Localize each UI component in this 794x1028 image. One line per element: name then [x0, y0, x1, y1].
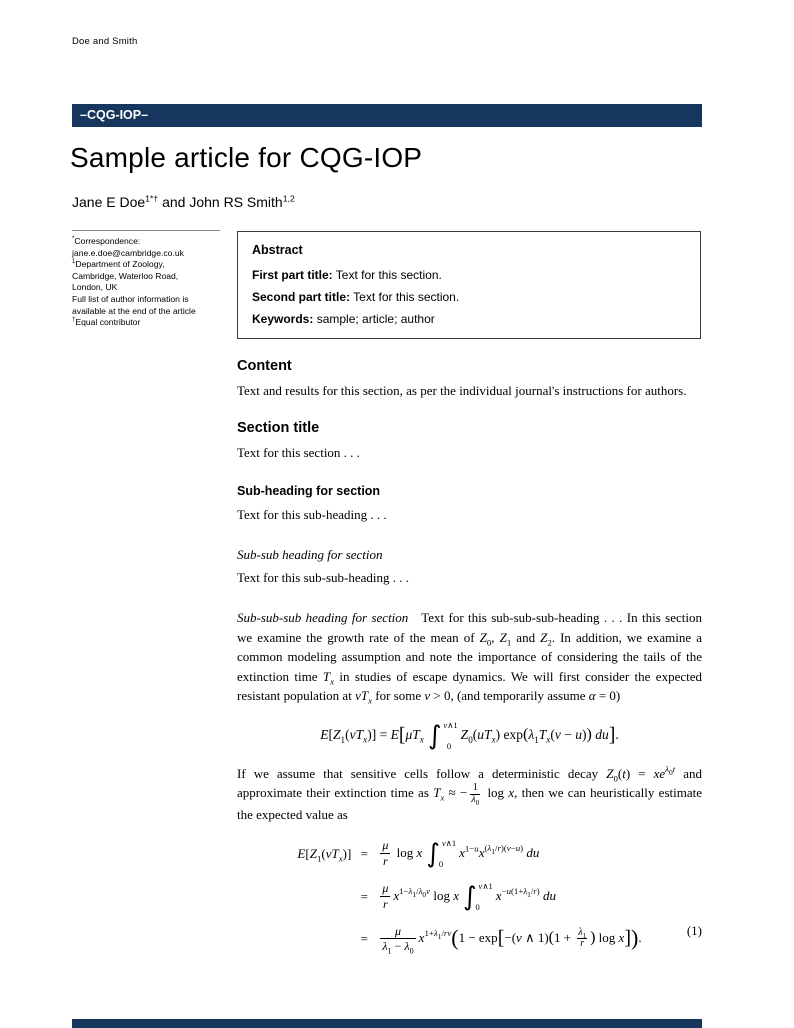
abstract-item-text: Text for this section.: [335, 268, 442, 282]
equation-number: (1): [686, 922, 702, 938]
heading-section-title: Section title: [237, 420, 320, 436]
abstract-item-label: Keywords:: [252, 312, 314, 326]
article-body: [237, 357, 703, 956]
paragraph-subsubsub: Sub-sub-sub heading for section Text for this sub-sub-sub-heading . . . In this section we examine the growth rate of the mean of $Z_0$, $Z_1$ and $Z_2$. In addition, we examine a common modeling assumption and note the importance of considering the tails of the extinction time $T_x$ in studies of escape dynamics. We will first consider the expected resistant population at $vT_x$ for some v > 0, (and temporarily assume α = 0): [237, 610, 703, 706]
equation-rhs: $\frac{\mu}{r}$ log x ∫ v∧1 0 $x^{1-u}x^{(\lambda_1/r)(v-u)}$ du: [382, 837, 540, 870]
journal-banner: [72, 104, 702, 127]
paragraph-sub: Text for this sub-heading . . .: [237, 506, 387, 522]
running-head: Doe and Smith: [72, 36, 138, 47]
paragraph-content: Text and results for this section, as per the individual journal's instructions for authors.: [237, 382, 687, 398]
sidebar-line-note: available at the end of the article: [72, 305, 196, 316]
equation-relation: =: [360, 889, 368, 905]
sidebar-line-affiliation: $^1$Department of Zoology,: [72, 259, 165, 270]
abstract-item-text: sample; article; author: [316, 312, 435, 326]
abstract-item-label: First part title:: [252, 268, 333, 282]
equation-display: $E[Z_1(vT_x)] = E[\mu T_x$ ∫ v∧1 0 $Z_0(uT_x) \exp(\lambda_1T_x(v - u))$ du].: [320, 719, 619, 751]
paragraph-section: Text for this section . . .: [237, 444, 360, 460]
sidebar-line-affiliation: Cambridge, Waterloo Road,: [72, 270, 179, 281]
journal-banner-label: –CQG-IOP–: [80, 108, 149, 122]
equation-array: [237, 837, 702, 956]
abstract-item: [252, 267, 686, 283]
authors-line: Jane E Doe$^{1*\dagger}$ and John RS Smith$^{1,2}$: [72, 193, 295, 210]
abstract-item: [252, 289, 686, 305]
sidebar-line-equal-contributor: †Equal contributor: [72, 317, 141, 328]
paragraph-subsub: Text for this sub-sub-heading . . .: [237, 569, 410, 585]
equation-relation: =: [360, 846, 368, 862]
abstract-title: Abstract: [252, 243, 303, 257]
sidebar-line-note: Full list of author information is: [72, 293, 189, 304]
abstract-item-label: Second part title:: [252, 290, 351, 304]
sidebar-line-affiliation: London, UK: [72, 282, 118, 293]
paragraph-estimate: If we assume that sensitive cells follow a deterministic decay $Z_0(t) = xe^{\lambda_0t}$ and approximate their extinction time as $T_x$ ≈ − $\frac{1}{\lambda_0}$ log x, then we can heuristically estimate the expected value as: [237, 764, 703, 823]
equation-relation: =: [360, 931, 368, 947]
footer-bar: [72, 1019, 702, 1028]
sidebar-line-email: jane.e.doe@cambridge.co.uk: [72, 247, 184, 258]
abstract-item: [252, 311, 686, 327]
heading-subsub: Sub-sub heading for section: [237, 547, 383, 562]
equation-rhs: $\frac{\mu}{r}$ $x^{1-\lambda_1/\lambda_0v}$ log x ∫ v∧1 0 $x^{-u(1+\lambda_1/r)}$ du: [382, 880, 556, 913]
heading-sub: Sub-heading for section: [237, 484, 381, 498]
abstract-box: [237, 231, 701, 339]
equation-rhs: $\frac{\mu}{\lambda_1 - \lambda_0}$ $x^{1+\lambda_1/rv}(1 - \exp[-(v$ ∧ 1)(1 + $\frac{\lambda_1}{r}$ ) log x]).: [382, 923, 642, 956]
article-title: Sample article for CQG-IOP: [70, 142, 423, 173]
equation-lhs: $E[Z_1(vT_x)]$: [297, 846, 352, 864]
abstract-item-text: Text for this section.: [353, 290, 460, 304]
heading-content: Content: [237, 358, 292, 374]
correspondence-sidebar: [72, 230, 220, 329]
sidebar-line-correspondence: *Correspondence:: [72, 236, 141, 246]
